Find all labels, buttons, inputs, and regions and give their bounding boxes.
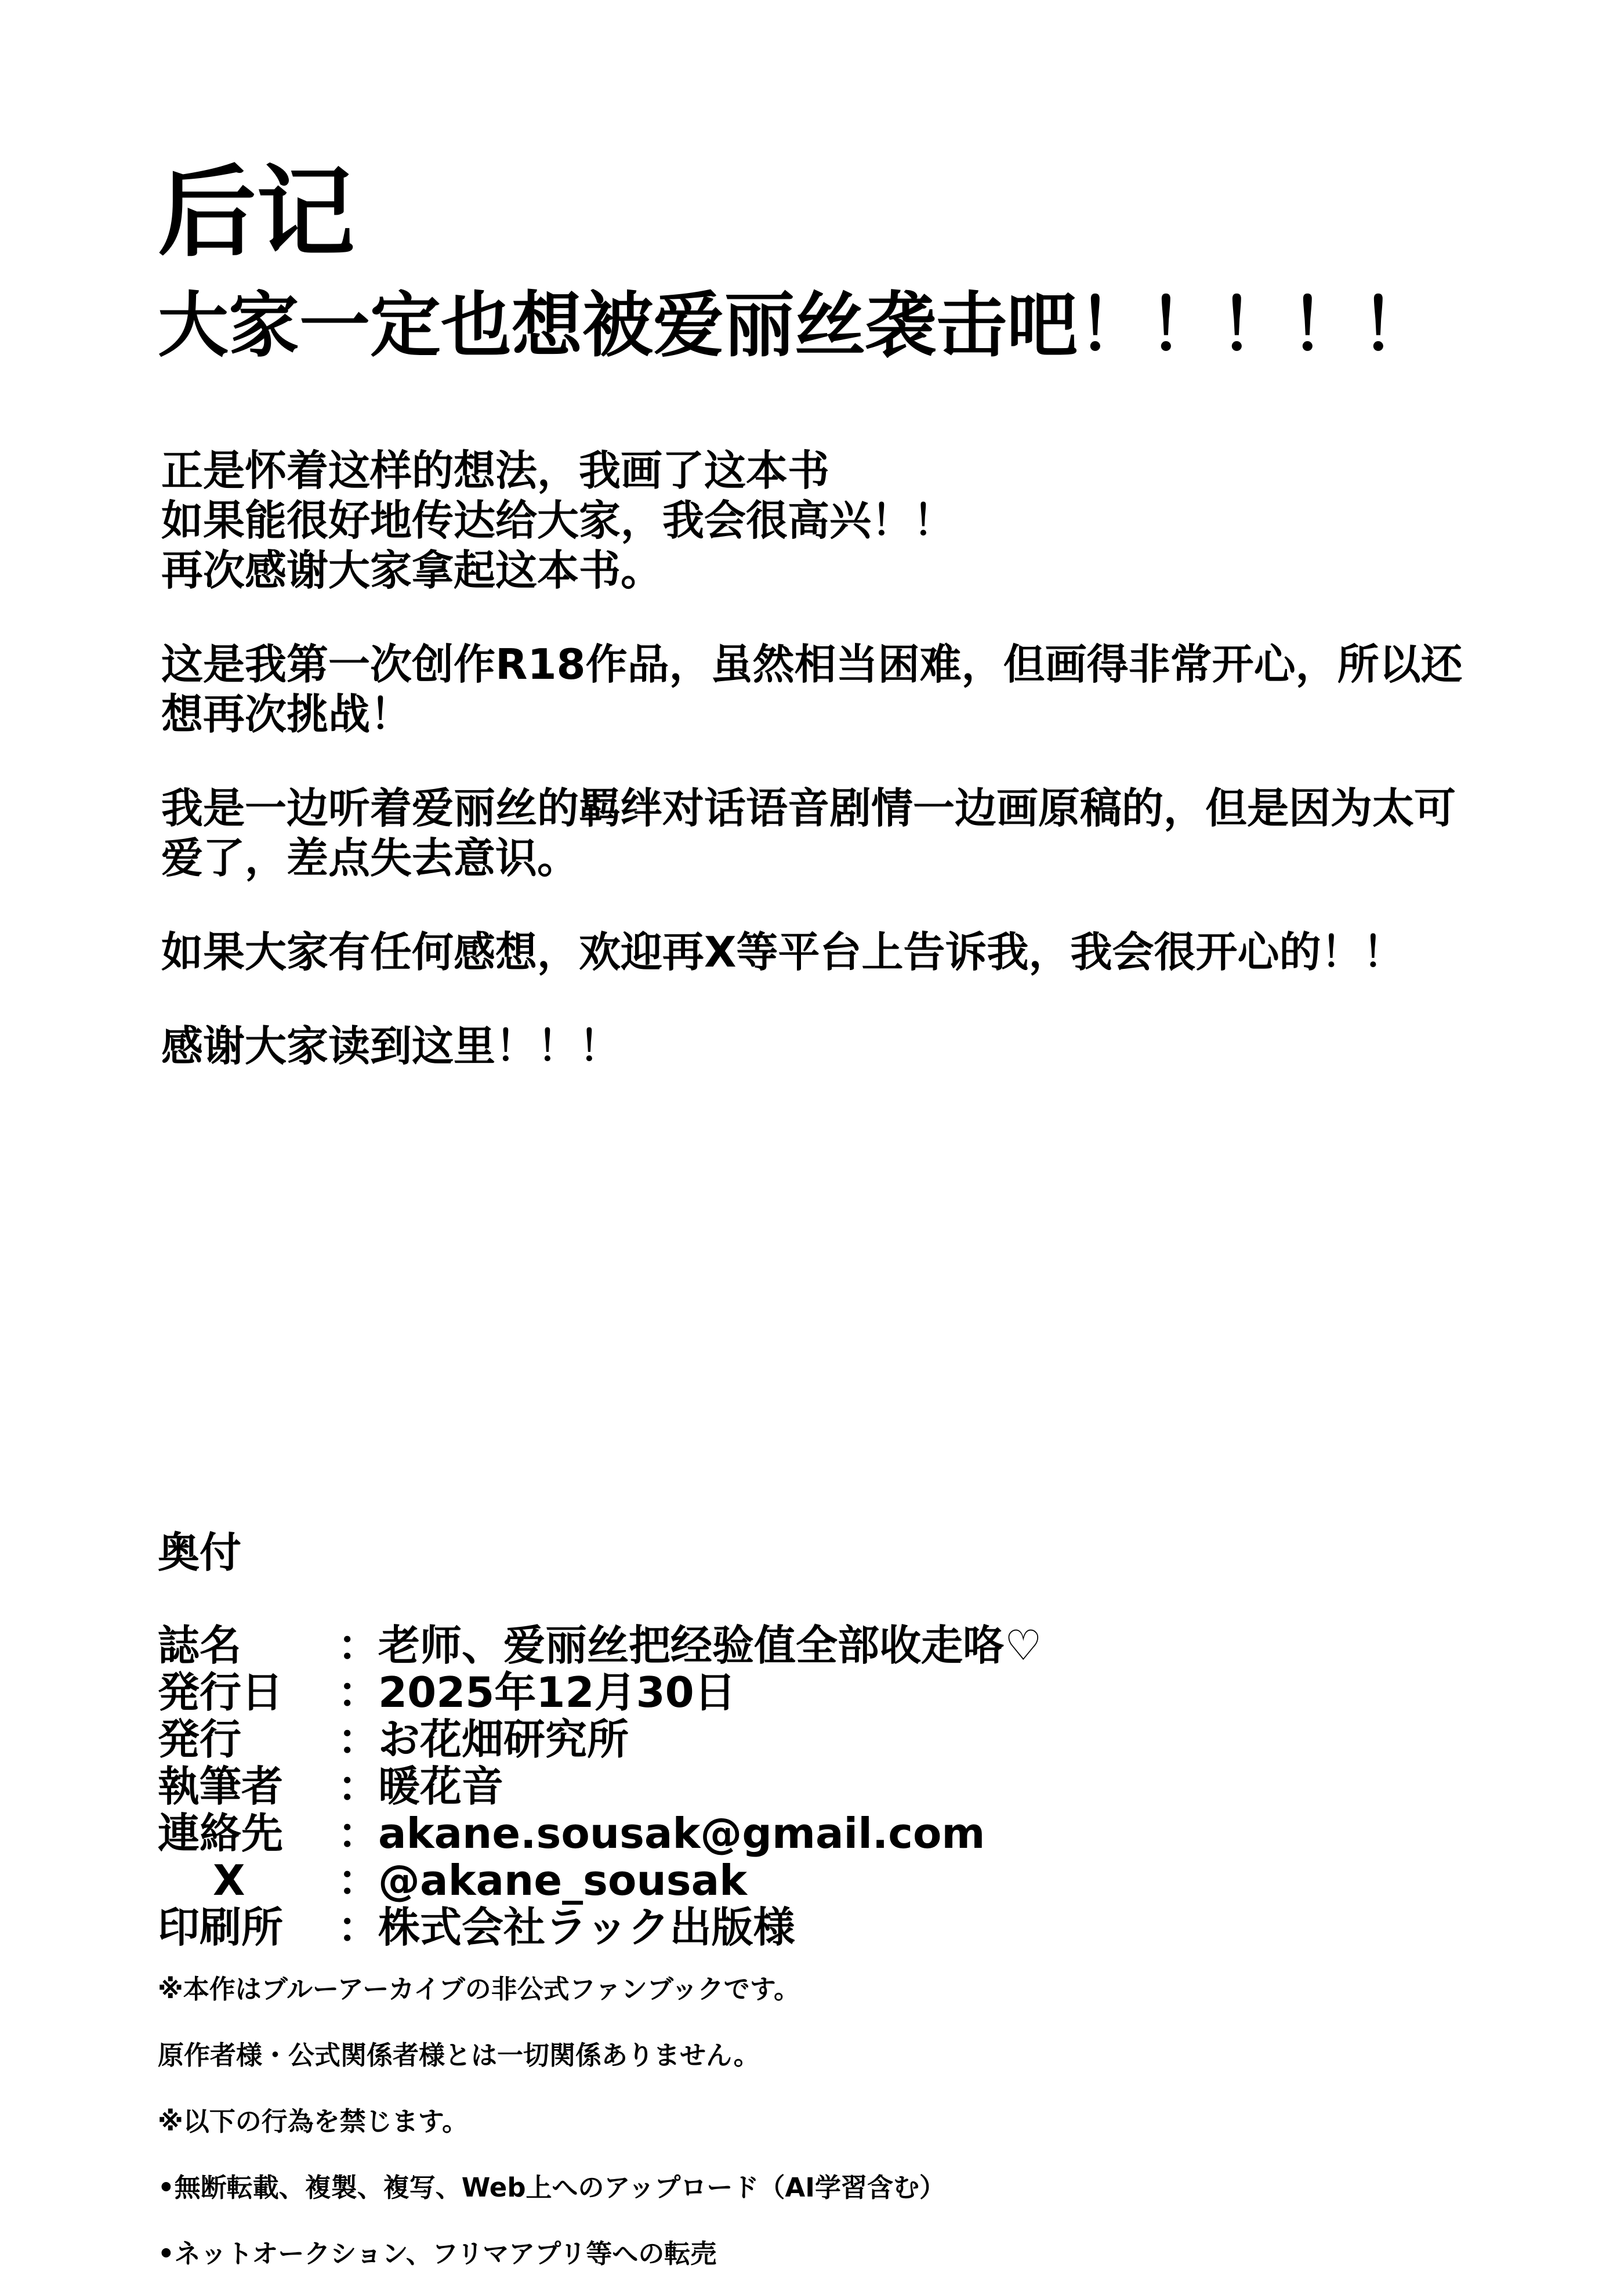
colophon-separator: ： xyxy=(338,1903,380,1952)
note-line: •無断転載、複製、複写、Web上へのアップロード（AI学習含む） xyxy=(158,2172,945,2203)
colophon-separator: ： xyxy=(338,1809,380,1858)
legal-notes xyxy=(158,1973,945,2270)
colophon-label: 印刷所 xyxy=(158,1903,284,1952)
colophon-table xyxy=(158,1622,1492,1951)
contact-email: akane.sousak@gmail.com xyxy=(378,1809,985,1858)
colophon-value: 株式会社ラック出版様 xyxy=(378,1903,795,1952)
page-subtitle: 大家一定也想被爱丽丝袭击吧！！！！！ xyxy=(158,284,1431,367)
colophon-separator: ： xyxy=(338,1762,380,1811)
colophon-separator: ： xyxy=(338,1715,380,1764)
paragraph-line: 如果能很好地传达给大家，我会很高兴！！ xyxy=(161,496,955,545)
colophon-label: 誌名 xyxy=(158,1621,242,1670)
paragraph-line: 正是怀着这样的想法，我画了这本书 xyxy=(161,446,830,495)
colophon-row-x xyxy=(158,1857,1492,1904)
colophon-label: 発行 xyxy=(158,1715,242,1764)
colophon-separator: ： xyxy=(338,1856,380,1905)
colophon-value: 老师、爱丽丝把经验值全部收走咯♡ xyxy=(378,1621,1042,1670)
paragraph-line: 想再次挑战！ xyxy=(161,690,412,739)
x-handle: @akane_sousak xyxy=(378,1856,748,1905)
colophon-heading: 奥付 xyxy=(158,1528,242,1577)
paragraph-line: 感谢大家读到这里！！！ xyxy=(161,1022,621,1070)
colophon-label: 発行日 xyxy=(158,1668,284,1717)
colophon-separator: ： xyxy=(338,1621,380,1670)
paragraph xyxy=(161,1021,1495,1071)
page-title: 后记 xyxy=(158,155,356,270)
colophon-label: 執筆者 xyxy=(158,1762,284,1811)
colophon-row-publisher xyxy=(158,1716,1492,1763)
paragraph xyxy=(161,783,1495,883)
colophon-row-date xyxy=(158,1669,1492,1716)
paragraph-line: 爱了，差点失去意识。 xyxy=(161,834,579,882)
paragraph-line: 我是一边听着爱丽丝的羁绊对话语音剧情一边画原稿的，但是因为太可 xyxy=(161,784,1456,833)
colophon-row-author xyxy=(158,1763,1492,1810)
paragraph xyxy=(161,446,1495,595)
paragraph xyxy=(161,639,1495,739)
colophon-value: お花畑研究所 xyxy=(378,1715,629,1764)
colophon-label: X xyxy=(213,1856,245,1905)
note-line: ※本作はブルーアーカイブの非公式ファンブックです。 xyxy=(158,1974,800,2004)
afterword-body xyxy=(161,446,1495,1115)
colophon-row-title xyxy=(158,1622,1492,1669)
paragraph-line: 这是我第一次创作R18作品，虽然相当困难，但画得非常开心，所以还 xyxy=(161,640,1463,689)
note-line: •ネットオークション、フリマアプリ等への転売 xyxy=(158,2238,717,2269)
colophon-label: 連絡先 xyxy=(158,1809,284,1858)
note-line: ※以下の行為を禁じます。 xyxy=(158,2106,469,2137)
colophon-row-contact xyxy=(158,1810,1492,1857)
paragraph-line: 再次感谢大家拿起这本书。 xyxy=(161,546,663,595)
note-line: 原作者様・公式関係者様とは一切関係ありません。 xyxy=(158,2040,760,2071)
colophon-separator: ： xyxy=(338,1668,380,1717)
colophon-value: 暖花音 xyxy=(378,1762,504,1811)
colophon-value: 2025年12月30日 xyxy=(378,1668,736,1717)
colophon-row-printer xyxy=(158,1904,1492,1951)
paragraph xyxy=(161,927,1495,977)
paragraph-line: 如果大家有任何感想，欢迎再X等平台上告诉我，我会很开心的！！ xyxy=(161,928,1405,976)
